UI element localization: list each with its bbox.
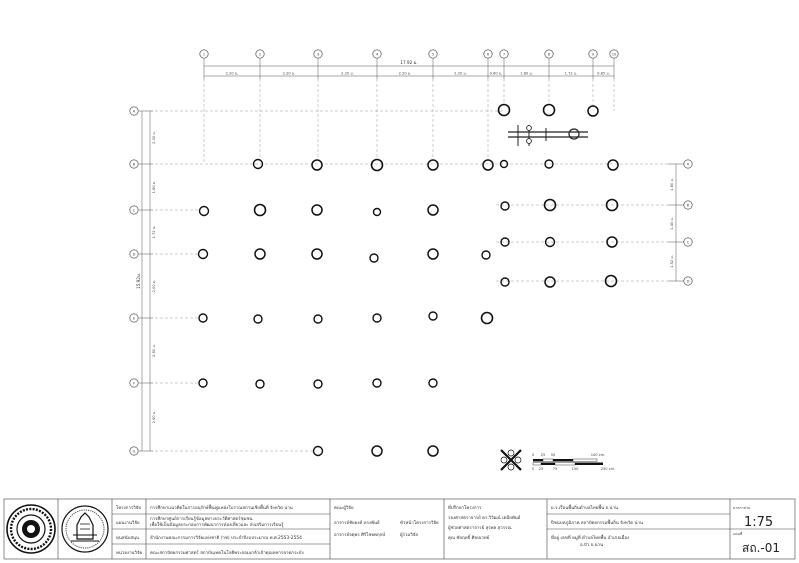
- north-arrow: [501, 450, 521, 470]
- national-crest-logo: [62, 506, 108, 552]
- left-segment-dim: 2.60 ม.: [152, 344, 156, 357]
- tb-surveyors-heading: ที่ปรึกษาโครงการ: [448, 506, 482, 511]
- scale-bar-seg-1: [533, 459, 543, 462]
- top-segment-dim: 0.85 ม.: [597, 71, 610, 76]
- scale-lower-tick-1: 25: [538, 467, 544, 471]
- scale-upper-tick-2: 50: [550, 453, 556, 457]
- seal-hub-center: [27, 525, 35, 533]
- scale-bar-seg-5: [533, 463, 541, 466]
- top-axis-label: 2: [258, 52, 262, 57]
- scale-upper-tick-0: 0: [531, 453, 535, 457]
- tb-advisors-line2: อาจารย์จตุพร ศิริไชยพฤกษ์: [334, 533, 386, 538]
- right-segment-dim: 1.40 ม.: [670, 217, 674, 230]
- left-segment-dim: 1.72 ม.: [152, 225, 156, 239]
- scale-bar-seg-8: [575, 463, 603, 466]
- ladder-joint-top: [527, 126, 532, 131]
- north-arrow-bubble-e: [515, 457, 521, 463]
- tb-scale-value: 1:75: [744, 515, 774, 530]
- tb-building-line2: ปีชนบทภูมิภาค สถาปัตยกรรมพื้นถิ่น จังหวัด น่าน: [551, 521, 643, 526]
- north-arrow-bubble-n: [508, 450, 514, 456]
- left-axis-label: D: [132, 252, 136, 257]
- top-axis-label: 1: [202, 52, 206, 57]
- tb-value-plan: การศึกษาศูนย์การเรียนรู้ข้อมูลทางประวัติศาสตร์ชุมชน: [150, 517, 253, 522]
- left-axis-label: E: [132, 316, 136, 321]
- tb-building-line4: อ.ปัว จ.น่าน: [580, 543, 604, 548]
- scale-bar-seg-7: [555, 463, 575, 466]
- top-axis-label: 7: [502, 52, 506, 57]
- left-axis-label: C: [132, 208, 136, 213]
- scale-bar-seg-6: [541, 463, 555, 466]
- left-segment-dim: 2.60 ม.: [152, 410, 156, 424]
- tb-advisors-role1: หัวหน้าโครงการวิจัย: [400, 521, 439, 526]
- tb-advisors-heading: คณะผู้วิจัย: [334, 506, 354, 511]
- scale-lower-tick-2: 75: [552, 467, 558, 471]
- top-axis-label: 5: [431, 52, 435, 57]
- tb-label-project: โครงการวิจัย: [116, 506, 141, 511]
- top-axis-label: 10: [611, 52, 617, 57]
- ladder-joint-bottom: [527, 139, 532, 144]
- top-axis-label: 6: [486, 52, 490, 57]
- right-axis-label: B: [686, 203, 690, 208]
- scale-bar-seg-2: [543, 459, 553, 462]
- scale-bar-seg-4: [573, 459, 597, 462]
- tb-surveyors-line1: รองศาสตราจารย์ ดร.วิวัฒน์ เตมียพันธ์: [448, 516, 521, 521]
- tb-advisors-line1: อาจารย์ชัยยงค์ ทรงพันธ์: [334, 521, 380, 526]
- tb-value-plan-2: เพื่อใช้เป็นข้อมูลประกอบการพัฒนาการท่องเที่ยวและ ส่งเสริมการเรียนรู้: [150, 523, 284, 528]
- top-segment-dim: 2.20 ม.: [282, 71, 296, 76]
- left-segment-dim: 2.00 ม.: [152, 279, 156, 293]
- north-arrow-bubble-w: [501, 457, 507, 463]
- top-segment-dim: 1.80 ม.: [520, 71, 533, 76]
- scale-lower-tick-0: 0: [531, 467, 535, 471]
- tb-value-research-unit: สำนักงานคณะกรรมการวิจัยแห่งชาติ (วช) ประจำปีงบประมาณ พ.ศ.2553-2554: [150, 536, 302, 541]
- tb-surveyors-line3: คุณ ชัยฤทธิ์ ศิลปเวทย์: [448, 536, 490, 541]
- scale-upper-tick-3: 100 cm.: [590, 453, 606, 457]
- tb-sheet-code: สถ.-01: [742, 541, 781, 555]
- tb-building-line3: ที่อยู่ เลขที่ หมู่ที่ ตำบลไทยพื้น อำเภอเมือง: [551, 536, 630, 541]
- tb-sheet-label: แผ่นที่: [733, 532, 743, 536]
- tb-surveyors-line2: ผู้ช่วยศาสตราจารย์ สุรพล สุวรรณ: [448, 526, 512, 531]
- right-axis-label: D: [686, 279, 690, 284]
- top-overall-dimension-text: 17.92 ม.: [400, 60, 418, 65]
- top-axis-label: 8: [547, 52, 551, 57]
- right-segment-dim: 1.52 ม.: [670, 255, 674, 268]
- scale-bar-seg-3: [553, 459, 573, 462]
- left-segment-dim: 2.00 ม.: [152, 131, 156, 144]
- scale-lower-tick-4: 250 cm.: [600, 467, 616, 471]
- tb-label-research-unit: ทุนสนับสนุน: [116, 536, 140, 541]
- scale-lower-tick-3: 150: [571, 467, 579, 471]
- tb-advisors-role2: ผู้ร่วมวิจัย: [400, 533, 418, 538]
- tb-value-responsible: คณะสถาปัตยกรรมศาสตร์ สถาบันเทคโนโลยีพระจอมเกล้าเจ้าคุณทหารลาดกระบัง: [150, 551, 304, 556]
- tb-building-line1: ผ.ร.เรือนพื้นถิ่นตำบลไทยพื้น จ.น่าน: [551, 506, 618, 511]
- top-segment-dim: 2.20 ม.: [225, 71, 239, 76]
- tb-value-project: การศึกษาแนวคิดในการอนุรักษ์ฟื้นฟูแหล่งโบราณสถานเชิงพื้นที่ จังหวัด น่าน: [150, 506, 293, 511]
- top-axis-label: 4: [375, 52, 379, 57]
- right-axis-label: C: [686, 240, 690, 245]
- left-axis-label: A: [132, 109, 136, 114]
- left-axis-label: B: [132, 162, 136, 167]
- top-segment-dim: 2.20 ม.: [454, 71, 467, 76]
- top-axis-label: 3: [316, 52, 320, 57]
- right-segment-dim: 1.80 ม.: [670, 178, 674, 191]
- north-arrow-bubble-s: [508, 464, 514, 470]
- scale-upper-tick-1: 25: [540, 453, 546, 457]
- left-axis-label: F: [132, 381, 136, 386]
- kmitl-seal-logo: [7, 505, 55, 553]
- right-axis-label: A: [686, 162, 690, 167]
- left-overall-dimension-text: 15.92ม.: [136, 272, 141, 290]
- left-segment-dim: 1.80 ม.: [152, 180, 156, 194]
- top-segment-dim: 2.20 ม.: [341, 71, 354, 76]
- top-segment-dim: 2.20 ม.: [398, 71, 412, 76]
- left-axis-label: G: [132, 449, 136, 454]
- top-segment-dim: 1.72 ม.: [564, 71, 578, 76]
- tb-scale-label: มาตราส่วน: [733, 506, 751, 510]
- tb-label-plan: แผนงานวิจัย: [116, 521, 140, 526]
- tb-label-responsible: หน่วยงานวิจัย: [116, 551, 143, 556]
- top-segment-dim: 0.60 ม.: [489, 71, 503, 76]
- top-axis-label: 9: [591, 52, 595, 57]
